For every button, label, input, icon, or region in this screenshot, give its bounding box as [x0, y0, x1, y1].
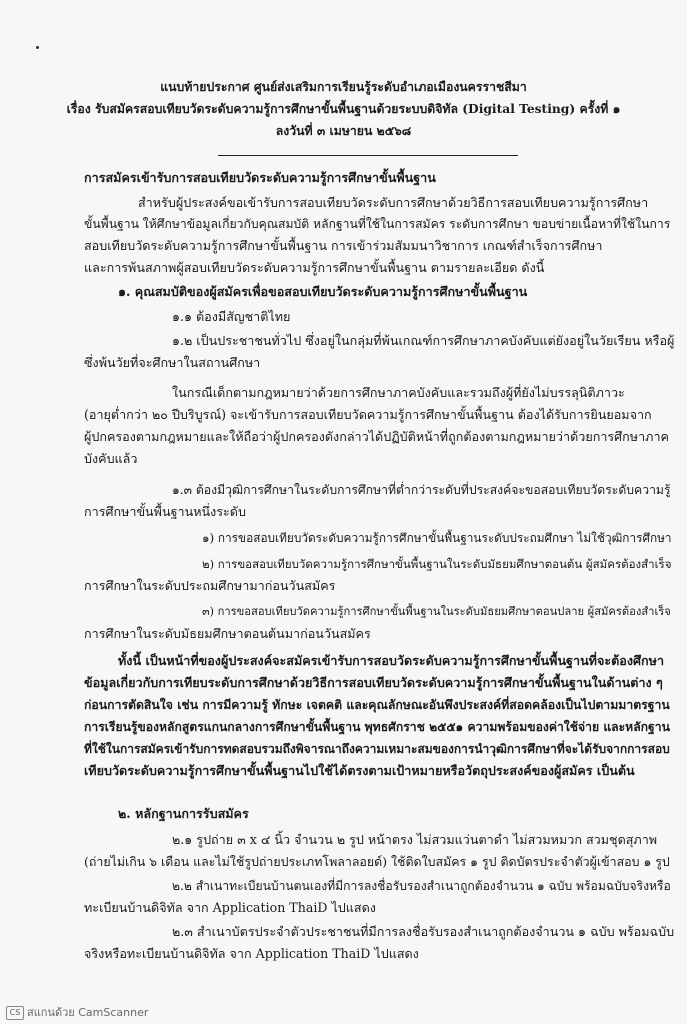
qualification-item-2: การศึกษาในระดับประถมศึกษามาก่อนวันสมัคร [84, 578, 336, 593]
document-2-2: ๒.๒ สำเนาทะเบียนบ้านตนเองที่มีการลงชื่อรับรองสำเนาถูกต้องจำนวน ๑ ฉบับ พร้อมฉบับจริงหรือ [172, 879, 671, 893]
qualification-item-3: ๓) การขอสอบเทียบวัดความรู้การศึกษาขั้นพื้นฐานในระดับมัธยมศึกษาตอนปลาย ผู้สมัครต้องสำเร็จ [202, 605, 671, 618]
camscanner-logo-icon: CS [6, 1006, 24, 1020]
duty-paragraph: ก่อนการตัดสินใจ เช่น การมีความรู้ ทักษะ เจตคติ และคุณลักษณะอันพึงประสงค์ที่สอดคล้องเป็นไปตามมาตรฐาน [84, 697, 670, 712]
section-title: การสมัครเข้ารับการสอบเทียบวัดระดับความรู้การศึกษาขั้นพื้นฐาน [84, 170, 436, 185]
duty-paragraph: ข้อมูลเกี่ยวกับการเทียบระดับการศึกษาด้วยวิธีการสอบเทียบวัดระดับความรู้การศึกษาขั้นพื้นฐานในด้านต่าง ๆ [84, 675, 663, 690]
camscanner-text: สแกนด้วย CamScanner [27, 1006, 149, 1019]
document-2-1: ๒.๑ รูปถ่าย ๓ x ๔ นิ้ว จำนวน ๒ รูป หน้าตรง ไม่สวมแว่นตาดำ ไม่สวมหมวก สวมชุดสุภาพ [172, 832, 658, 847]
camscanner-watermark [6, 1003, 148, 1021]
qualification-1-3: การศึกษาขั้นพื้นฐานหนึ่งระดับ [84, 504, 246, 519]
document-2-3: จริงหรือทะเบียนบ้านดิจิทัล จาก Application ThaiD ไปแสดง [84, 946, 419, 961]
header-line-1: แนบท้ายประกาศ ศูนย์ส่งเสริมการเรียนรู้ระดับอำเภอเมืองนครราชสีมา [160, 79, 527, 94]
intro-line: สำหรับผู้ประสงค์ขอเข้ารับการสอบเทียบวัดระดับการศึกษาด้วยวิธีการสอบเทียบความรู้การศึกษา [138, 195, 649, 210]
qualification-note: ในกรณีเด็กตามกฎหมายว่าด้วยการศึกษาภาคบังคับและรวมถึงผู้ที่ยังไม่บรรลุนิติภาวะ [172, 385, 625, 400]
qualification-item-3: การศึกษาในระดับมัธยมศึกษาตอนต้นมาก่อนวันสมัคร [84, 626, 371, 641]
qualification-note: บังคับแล้ว [84, 451, 138, 466]
qualification-1-3: ๑.๓ ต้องมีวุฒิการศึกษาในระดับการศึกษาที่ต่ำกว่าระดับที่ประสงค์จะขอสอบเทียบวัดระดับความรู้ [172, 483, 671, 497]
qualification-item-2: ๒) การขอสอบเทียบวัดความรู้การศึกษาขั้นพื้นฐานในระดับมัธยมศึกษาตอนต้น ผู้สมัครต้องสำเร็จ [202, 557, 672, 571]
document-2-3: ๒.๓ สำเนาบัตรประจำตัวประชาชนที่มีการลงชื่อรับรองสำเนาถูกต้องจำนวน ๑ ฉบับ พร้อมฉบับ [172, 924, 675, 939]
duty-paragraph: ทั้งนี้ เป็นหน้าที่ของผู้ประสงค์จะสมัครเข้ารับการสอบวัดระดับความรู้การศึกษาขั้นพื้นฐานที่จะต้องศึกษา [118, 653, 665, 668]
header-line-3: ลงวันที่ ๓ เมษายน ๒๕๖๘ [275, 123, 412, 138]
header-line-2: เรื่อง รับสมัครสอบเทียบวัดระดับความรู้การศึกษาขั้นพื้นฐานด้วยระบบดิจิทัล (Digital Testing) ครั้งที่ ๑ [66, 101, 621, 116]
qualification-1-2: ๑.๒ เป็นประชาชนทั่วไป ซึ่งอยู่ในกลุ่มที่พ้นเกณฑ์การศึกษาภาคบังคับแต่ยังอยู่ในวัยเรียน หรือผู้ [172, 333, 675, 348]
qualification-item-1: ๑) การขอสอบเทียบวัดระดับความรู้การศึกษาขั้นพื้นฐานระดับประถมศึกษา ไม่ใช้วุฒิการศึกษา [202, 531, 672, 545]
scan-speck [36, 46, 39, 49]
qualification-1-1: ๑.๑ ต้องมีสัญชาติไทย [172, 309, 291, 324]
heading-qualifications: ๑. คุณสมบัติของผู้สมัครเพื่อขอสอบเทียบวัดระดับความรู้การศึกษาขั้นพื้นฐาน [118, 284, 528, 299]
qualification-note: (อายุต่ำกว่า ๒๐ ปีบริบูรณ์) จะเข้ารับการสอบเทียบวัดความรู้การศึกษาขั้นพื้นฐาน ต้องได้รับการยินยอมจาก [84, 407, 652, 422]
header-divider [218, 155, 518, 156]
intro-line: ขั้นพื้นฐาน ให้ศึกษาข้อมูลเกี่ยวกับคุณสมบัติ หลักฐานที่ใช้ในการสมัคร ระดับการศึกษา ขอบข่ายเนื้อหาที่ใช้ในการ [84, 217, 671, 231]
duty-paragraph: เทียบวัดระดับความรู้การศึกษาขั้นพื้นฐานไปใช้ได้ตรงตามเป้าหมายหรือวัตถุประสงค์ของผู้สมัคร เป็นต้น [84, 763, 635, 778]
document-2-1: (ถ่ายไม่เกิน ๖ เดือน และไม่ใช้รูปถ่ายประเภทโพลาลอยด์) ใช้ติดใบสมัคร ๑ รูป ติดบัตรประจำตัวผู้เข้าสอบ ๑ รูป [84, 854, 670, 869]
intro-line: สอบเทียบวัดระดับความรู้การศึกษาขั้นพื้นฐาน การเข้าร่วมสัมมนาวิชาการ เกณฑ์สำเร็จการศึกษา [84, 238, 603, 253]
duty-paragraph: ที่ใช้ในการสมัครเข้ารับการทดสอบรวมถึงพิจารณาถึงความเหมาะสมของการนำวุฒิการศึกษาที่จะได้รับจากการสอบ [84, 742, 670, 756]
duty-paragraph: การเรียนรู้ของหลักสูตรแกนกลางการศึกษาขั้นพื้นฐาน พุทธศักราช ๒๕๕๑ ความพร้อมของค่าใช้จ่าย และหลักฐาน [84, 720, 670, 734]
document-2-2: ทะเบียนบ้านดิจิทัล จาก Application ThaiD ไปแสดง [84, 900, 376, 915]
qualification-note: ผู้ปกครองตามกฎหมายและให้ถือว่าผู้ปกครองดังกล่าวได้ปฏิบัติหน้าที่ถูกต้องตามกฎหมายว่าด้วยการศึกษาภาค [84, 429, 669, 444]
heading-documents: ๒. หลักฐานการรับสมัคร [118, 806, 249, 821]
intro-line: และการพ้นสภาพผู้สอบเทียบวัดระดับความรู้การศึกษาขั้นพื้นฐาน ตามรายละเอียด ดังนี้ [84, 260, 545, 275]
qualification-1-2: ซึ่งพ้นวัยที่จะศึกษาในสถานศึกษา [84, 355, 261, 370]
